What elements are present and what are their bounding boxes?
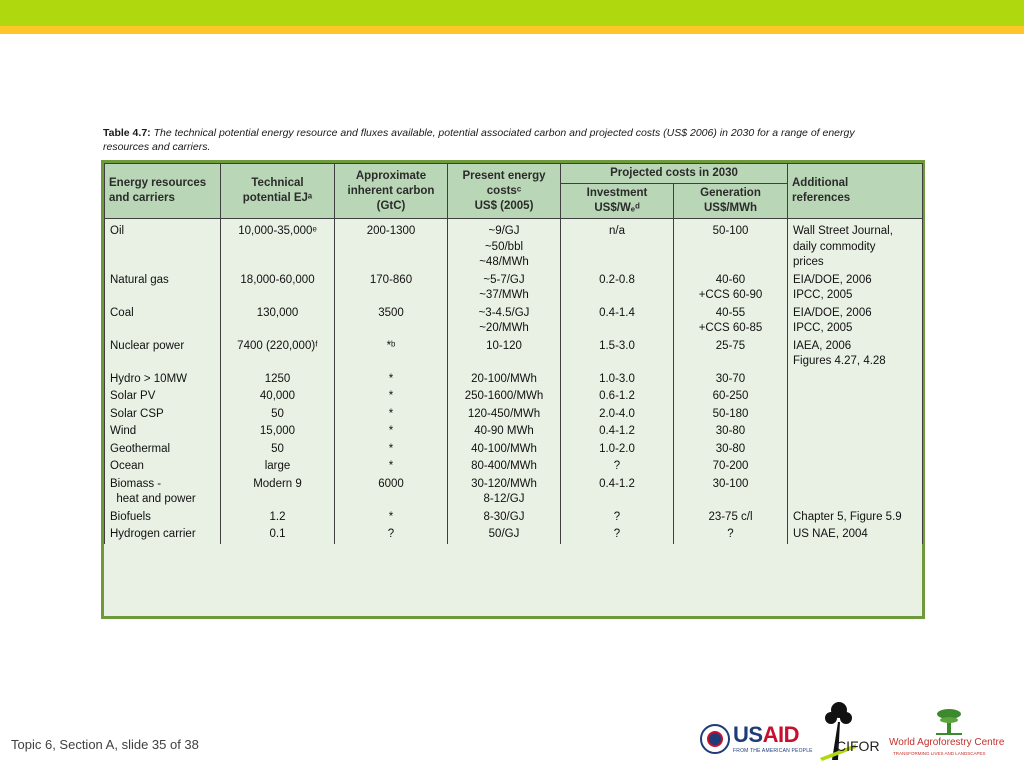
cell-line: 18,000-60,000 — [240, 273, 315, 286]
cifor-logo-text: CIFOR — [836, 738, 880, 754]
cell-line: IAEA, 2006 — [793, 339, 852, 352]
cell-line: 30-100 — [712, 477, 749, 490]
cell-line: US NAE, 2004 — [793, 528, 868, 540]
cell-inherent-carbon — [335, 272, 448, 305]
cell-line — [793, 407, 917, 423]
cell-line: prices — [793, 256, 824, 268]
header-present-costs — [448, 164, 561, 219]
cell-references — [788, 406, 923, 424]
cell-line: * — [388, 442, 394, 455]
partner-logos — [696, 698, 1016, 762]
header-line: costsᶜ — [486, 184, 522, 197]
cell-line: 15,000 — [259, 425, 296, 437]
header-line: Investment — [586, 187, 648, 199]
cell-present-cost — [448, 338, 561, 371]
cell-line: 40,000 — [259, 390, 296, 402]
cell-generation — [674, 526, 788, 544]
cell-references — [788, 305, 923, 338]
header-line: US$/Wₑᵈ — [594, 202, 640, 214]
table-row — [105, 371, 923, 389]
cell-line — [793, 372, 917, 388]
cell-references — [788, 371, 923, 389]
cell-resource — [105, 476, 221, 509]
cell-line: 50/GJ — [488, 528, 520, 540]
cell-investment — [561, 272, 674, 305]
cell-line: 8-30/GJ — [483, 510, 525, 523]
cell-line: 50 — [271, 442, 284, 455]
cell-investment — [561, 526, 674, 544]
cell-inherent-carbon — [335, 338, 448, 371]
cell-line: 30-80 — [715, 425, 746, 437]
cell-line: Modern 9 — [253, 477, 302, 490]
header-inherent-carbon — [335, 164, 448, 219]
cell-line: Geothermal — [110, 442, 171, 455]
header-line: Generation — [700, 187, 761, 199]
cell-line: ~9/GJ — [488, 225, 520, 237]
cell-investment — [561, 338, 674, 371]
header-line: references — [792, 192, 851, 204]
cell-investment — [561, 371, 674, 389]
cell-line: EIA/DOE, 2006 — [793, 273, 872, 286]
caption-text: The technical potential energy resource and fluxes available, potential associated carbon and projected costs (US$ 2006) in 2030 for a range of energy resources and carriers. — [103, 127, 855, 153]
cell-line: * — [388, 407, 394, 420]
cell-investment — [561, 509, 674, 527]
cell-line: Ocean — [110, 460, 144, 472]
top-accent-bar — [0, 26, 1024, 34]
cell-line: 30-80 — [715, 442, 746, 455]
cell-generation — [674, 476, 788, 509]
cell-present-cost — [448, 219, 561, 272]
cell-investment — [561, 219, 674, 272]
cell-inherent-carbon — [335, 406, 448, 424]
cell-line: 2.0-4.0 — [599, 407, 635, 420]
cell-line: 0.2-0.8 — [599, 273, 635, 286]
cell-generation — [674, 219, 788, 272]
cell-line: 6000 — [378, 477, 404, 490]
cell-line: 0.4-1.2 — [599, 477, 635, 490]
cell-line: ~48/MWh — [479, 256, 529, 268]
cell-line: ? — [613, 528, 621, 540]
cell-resource — [105, 423, 221, 441]
cell-line: ~50/bbl — [484, 240, 524, 253]
cell-line: 30-120/MWh — [471, 477, 537, 490]
cell-technical-potential — [221, 423, 335, 441]
caption-label: Table 4.7: — [103, 127, 151, 139]
cell-inherent-carbon — [335, 305, 448, 338]
header-line: Technical — [251, 177, 304, 189]
cell-line: Wall Street Journal, — [793, 225, 893, 237]
header-projected-costs: Projected costs in 2030 — [561, 164, 788, 184]
cell-technical-potential — [221, 441, 335, 459]
cell-investment — [561, 305, 674, 338]
table-row — [105, 338, 923, 371]
cell-line: ? — [387, 528, 395, 540]
cell-inherent-carbon — [335, 371, 448, 389]
cell-line: 0.6-1.2 — [599, 390, 635, 402]
cell-technical-potential — [221, 406, 335, 424]
cell-line: 40-60 — [715, 273, 746, 286]
header-line: and carriers — [109, 192, 175, 204]
cell-line: Hydro > 10MW — [110, 372, 188, 385]
cell-line: ? — [613, 460, 621, 472]
cell-line: 70-200 — [712, 460, 749, 472]
cell-line: 0.4-1.4 — [599, 306, 635, 319]
cell-line: 30-70 — [715, 372, 746, 385]
cell-technical-potential — [221, 272, 335, 305]
table-row — [105, 526, 923, 544]
cell-inherent-carbon — [335, 388, 448, 406]
cell-present-cost — [448, 371, 561, 389]
cell-inherent-carbon — [335, 423, 448, 441]
cell-investment — [561, 406, 674, 424]
cell-line: ? — [727, 528, 734, 540]
cell-line: IPCC, 2005 — [793, 322, 853, 334]
cell-references — [788, 219, 923, 272]
header-line: Present energy — [462, 169, 546, 182]
cell-resource — [105, 219, 221, 272]
header-line: inherent carbon — [347, 184, 435, 197]
cell-line: 8-12/GJ — [483, 493, 525, 505]
cell-line: Oil — [110, 225, 125, 237]
cell-line: ? — [613, 510, 621, 523]
header-line: Energy resources — [109, 177, 207, 189]
cell-line: 80-400/MWh — [471, 460, 537, 472]
cell-line: EIA/DOE, 2006 — [793, 306, 872, 319]
cell-line: Chapter 5, Figure 5.9 — [793, 510, 902, 523]
cell-line: ~20/MWh — [479, 322, 529, 334]
cell-line: Biomass - — [110, 477, 162, 490]
cell-line: ~5-7/GJ — [483, 273, 525, 286]
cell-line: ~3-4.5/GJ — [478, 306, 530, 319]
cell-references — [788, 476, 923, 509]
cell-line — [793, 389, 917, 405]
table-body — [105, 219, 923, 544]
cell-technical-potential — [221, 526, 335, 544]
cell-generation — [674, 388, 788, 406]
cell-line: 10-120 — [486, 339, 522, 352]
slide-footer: Topic 6, Section A, slide 35 of 38 — [11, 737, 199, 752]
cell-line: daily commodity — [793, 240, 876, 253]
header-additional-references — [788, 164, 923, 219]
cell-present-cost — [448, 423, 561, 441]
table-caption — [103, 126, 893, 154]
usaid-tagline: FROM THE AMERICAN PEOPLE — [733, 748, 813, 754]
cell-inherent-carbon — [335, 476, 448, 509]
cell-references — [788, 441, 923, 459]
cell-line: *ᵇ — [386, 339, 396, 352]
cell-references — [788, 338, 923, 371]
cell-technical-potential — [221, 305, 335, 338]
cell-line: 7400 (220,000)ᶠ — [237, 339, 318, 352]
agroforestry-tree-icon — [934, 706, 964, 736]
cell-generation — [674, 371, 788, 389]
usaid-seal-icon — [700, 724, 730, 754]
cell-present-cost — [448, 509, 561, 527]
cell-line: 1.5-3.0 — [599, 339, 635, 352]
cell-technical-potential — [221, 338, 335, 371]
table-row — [105, 509, 923, 527]
cell-references — [788, 272, 923, 305]
cell-line: +CCS 60-85 — [698, 322, 763, 334]
cell-inherent-carbon — [335, 526, 448, 544]
table-row — [105, 305, 923, 338]
cell-resource — [105, 458, 221, 476]
cell-resource — [105, 406, 221, 424]
header-line: US$ (2005) — [474, 199, 534, 212]
cell-present-cost — [448, 476, 561, 509]
cell-line: * — [388, 390, 394, 402]
cell-line: IPCC, 2005 — [793, 289, 853, 301]
cell-resource — [105, 371, 221, 389]
cell-line — [793, 424, 917, 440]
cell-line: Solar CSP — [110, 407, 164, 420]
cell-present-cost — [448, 388, 561, 406]
cell-generation — [674, 305, 788, 338]
cell-investment — [561, 388, 674, 406]
cell-present-cost — [448, 305, 561, 338]
cell-references — [788, 526, 923, 544]
table-row — [105, 423, 923, 441]
cell-resource — [105, 272, 221, 305]
cell-line: large — [264, 460, 291, 472]
cell-line: 1250 — [264, 372, 291, 385]
cell-references — [788, 388, 923, 406]
cell-line: 1.0-3.0 — [599, 372, 635, 385]
cell-present-cost — [448, 458, 561, 476]
cell-line: n/a — [609, 225, 625, 237]
agroforestry-logo-text: World Agroforestry Centre — [889, 737, 1005, 748]
cell-generation — [674, 272, 788, 305]
cell-generation — [674, 509, 788, 527]
cell-line: 25-75 — [715, 339, 746, 352]
cell-investment — [561, 476, 674, 509]
cell-technical-potential — [221, 458, 335, 476]
cell-technical-potential — [221, 371, 335, 389]
cell-line: 50 — [271, 407, 284, 420]
cell-line: 20-100/MWh — [471, 372, 537, 385]
header-line: (GtC) — [376, 199, 406, 212]
cell-technical-potential — [221, 476, 335, 509]
cell-inherent-carbon — [335, 219, 448, 272]
cell-resource — [105, 388, 221, 406]
cell-inherent-carbon — [335, 441, 448, 459]
cell-inherent-carbon — [335, 509, 448, 527]
cell-technical-potential — [221, 219, 335, 272]
cell-inherent-carbon — [335, 458, 448, 476]
cell-line: 40-100/MWh — [471, 442, 537, 455]
header-line: Approximate — [355, 169, 427, 182]
cell-line: 10,000-35,000ᵉ — [238, 225, 317, 237]
cell-investment — [561, 458, 674, 476]
header-line: Additional — [792, 177, 849, 189]
cell-line: 170-860 — [369, 273, 413, 286]
cell-references — [788, 458, 923, 476]
cell-line: 0.1 — [269, 528, 286, 540]
header-resources — [105, 164, 221, 219]
cell-line: Biofuels — [110, 510, 151, 523]
cell-present-cost — [448, 441, 561, 459]
cell-resource — [105, 526, 221, 544]
cell-references — [788, 423, 923, 441]
cell-generation — [674, 423, 788, 441]
cell-generation — [674, 458, 788, 476]
header-line: US$/MWh — [703, 202, 758, 214]
cell-line — [793, 477, 917, 493]
cell-generation — [674, 338, 788, 371]
cell-line: Figures 4.27, 4.28 — [793, 355, 886, 367]
cell-line: heat and power — [110, 493, 196, 505]
table-row — [105, 272, 923, 305]
cell-line: 0.4-1.2 — [599, 425, 635, 437]
table-row — [105, 476, 923, 509]
cell-resource — [105, 509, 221, 527]
cell-line: Nuclear power — [110, 339, 185, 352]
cell-line: * — [388, 372, 394, 385]
header-line: potential EJᵃ — [242, 192, 313, 204]
table-row — [105, 219, 923, 272]
usaid-logo: USAID — [733, 722, 799, 747]
cell-line: 1.0-2.0 — [599, 442, 635, 455]
cell-line: 60-250 — [712, 390, 749, 402]
energy-table-frame — [101, 160, 925, 619]
cell-line: 3500 — [378, 306, 404, 319]
cell-present-cost — [448, 406, 561, 424]
agroforestry-tagline: TRANSFORMING LIVES AND LANDSCAPES — [893, 751, 986, 756]
cell-line: Solar PV — [110, 390, 156, 402]
cell-line: 40-90 MWh — [474, 425, 534, 437]
energy-table — [104, 163, 923, 544]
cell-investment — [561, 423, 674, 441]
cell-line: 120-450/MWh — [467, 407, 541, 420]
cell-resource — [105, 441, 221, 459]
cell-line: Coal — [110, 306, 134, 319]
cell-generation — [674, 406, 788, 424]
top-green-bar — [0, 0, 1024, 26]
cell-line: Hydrogen carrier — [110, 528, 196, 540]
cell-line — [793, 459, 917, 475]
cell-line: 200-1300 — [366, 225, 416, 237]
cell-line — [793, 442, 917, 458]
cell-line: Natural gas — [110, 273, 169, 286]
table-row — [105, 441, 923, 459]
header-investment — [561, 184, 674, 219]
cell-investment — [561, 441, 674, 459]
cell-resource — [105, 305, 221, 338]
cell-line: 23-75 c/l — [708, 510, 753, 523]
table-row — [105, 406, 923, 424]
cell-line: ~37/MWh — [479, 289, 529, 301]
cell-line: 50-180 — [712, 407, 749, 420]
cell-present-cost — [448, 272, 561, 305]
table-row — [105, 388, 923, 406]
cell-line: Wind — [110, 425, 137, 437]
cell-line: 50-100 — [712, 225, 749, 237]
header-generation — [674, 184, 788, 219]
cell-line: 250-1600/MWh — [464, 390, 544, 402]
cell-generation — [674, 441, 788, 459]
cell-technical-potential — [221, 388, 335, 406]
cell-present-cost — [448, 526, 561, 544]
cell-line: * — [388, 510, 394, 523]
cell-technical-potential — [221, 509, 335, 527]
cell-line: +CCS 60-90 — [698, 289, 763, 301]
cell-line: 130,000 — [256, 306, 299, 319]
cell-line: * — [388, 460, 394, 472]
cell-line: 1.2 — [269, 510, 286, 523]
cell-line: * — [388, 425, 394, 437]
cell-line: 40-55 — [715, 306, 746, 319]
table-row — [105, 458, 923, 476]
cell-references — [788, 509, 923, 527]
cell-resource — [105, 338, 221, 371]
header-technical-potential — [221, 164, 335, 219]
